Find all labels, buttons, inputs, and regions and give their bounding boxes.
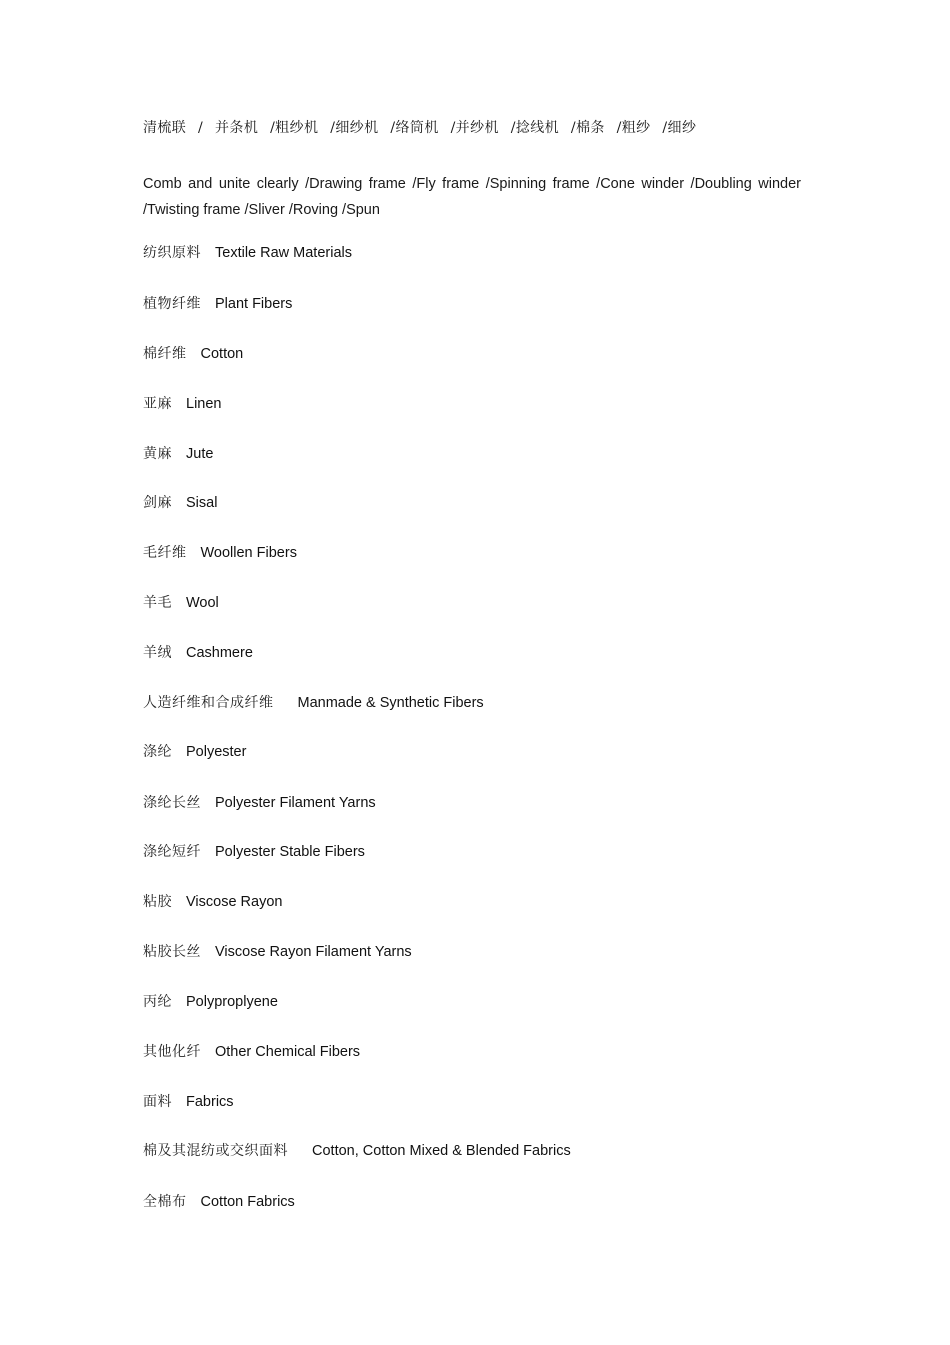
- term-english: Other Chemical Fibers: [215, 1044, 361, 1060]
- term-chinese: 毛纤维: [143, 545, 187, 561]
- term-chinese: 涤纶: [143, 744, 172, 760]
- term-chinese: 其他化纤: [143, 1044, 201, 1060]
- term-chinese: 黄麻: [143, 446, 172, 462]
- term-chinese: 全棉布: [143, 1194, 187, 1210]
- term-row: [143, 743, 246, 761]
- term-english: Polyproplyene: [186, 994, 278, 1010]
- term-row: [143, 544, 297, 562]
- term-english: Cotton, Cotton Mixed & Blended Fabrics: [312, 1143, 571, 1159]
- term-english: Jute: [186, 446, 214, 462]
- term-english: Viscose Rayon Filament Yarns: [215, 944, 412, 960]
- term-chinese: 面料: [143, 1094, 172, 1110]
- term-english: Polyester Filament Yarns: [215, 795, 376, 811]
- term-row: [143, 694, 484, 712]
- term-chinese: 棉纤维: [143, 346, 187, 362]
- term-chinese: 涤纶长丝: [143, 795, 201, 811]
- term-english: Viscose Rayon: [186, 894, 283, 910]
- term-row: [143, 295, 292, 313]
- term-chinese: 丙纶: [143, 994, 172, 1010]
- term-row: [143, 494, 217, 512]
- term-chinese: 羊毛: [143, 595, 172, 611]
- term-row: [143, 993, 278, 1011]
- term-row: [143, 345, 243, 363]
- term-row: [143, 244, 352, 262]
- term-chinese: 羊绒: [143, 645, 172, 661]
- spinning-machines-english: Comb and unite clearly /Drawing frame /Fly frame /Spinning frame /Cone winder /Doubling winder /Twisting frame /Sliver /Roving /Spun: [143, 176, 801, 218]
- term-row: [143, 843, 365, 861]
- term-row: [143, 644, 253, 662]
- term-chinese: 人造纤维和合成纤维: [143, 695, 274, 711]
- term-chinese: 涤纶短纤: [143, 844, 201, 860]
- spinning-machines-chinese: 清梳联 / 并条机 /粗纱机 /细纱机 /络筒机 /并纱机 /捻线机 /棉条 /粗纱 /细纱: [143, 120, 697, 136]
- term-english: Cotton: [200, 346, 244, 362]
- term-row: [143, 395, 221, 413]
- term-english: Textile Raw Materials: [215, 245, 352, 261]
- term-chinese: 亚麻: [143, 396, 172, 412]
- term-english: Polyester: [186, 744, 247, 760]
- term-row: [143, 1142, 571, 1160]
- term-chinese: 粘胶长丝: [143, 944, 201, 960]
- term-english: Polyester Stable Fibers: [215, 844, 365, 860]
- term-chinese: 棉及其混纺或交织面料: [143, 1143, 288, 1159]
- term-row: [143, 594, 219, 612]
- term-row: [143, 1043, 360, 1061]
- term-row: [143, 1193, 295, 1211]
- term-english: Cashmere: [186, 645, 253, 661]
- term-english: Fabrics: [186, 1094, 234, 1110]
- term-english: Sisal: [186, 495, 218, 511]
- term-english: Woollen Fibers: [200, 545, 297, 561]
- term-row: [143, 893, 282, 911]
- term-row: [143, 943, 412, 961]
- term-english: Wool: [186, 595, 219, 611]
- term-english: Manmade & Synthetic Fibers: [297, 695, 484, 711]
- term-chinese: 粘胶: [143, 894, 172, 910]
- term-english: Plant Fibers: [215, 296, 293, 312]
- term-chinese: 纺织原料: [143, 245, 201, 261]
- term-row: [143, 794, 376, 812]
- term-row: [143, 445, 213, 463]
- term-english: Cotton Fabrics: [200, 1194, 295, 1210]
- term-chinese: 植物纤维: [143, 296, 201, 312]
- term-english: Linen: [186, 396, 222, 412]
- term-row: [143, 1093, 234, 1111]
- term-chinese: 剑麻: [143, 495, 172, 511]
